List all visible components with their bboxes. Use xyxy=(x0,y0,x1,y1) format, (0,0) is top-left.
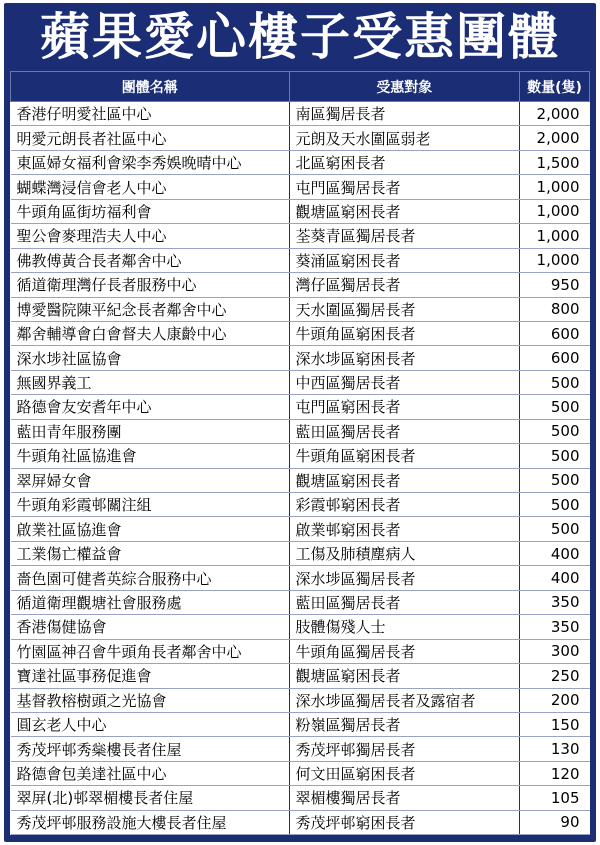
organization-cell: 鄰舍輔導會白會督夫人康齡中心 xyxy=(11,321,290,345)
organization-cell: 循道衛理灣仔長者服務中心 xyxy=(11,273,290,297)
organization-cell: 博愛醫院陳平紀念長者鄰舍中心 xyxy=(11,297,290,321)
quantity-cell: 150 xyxy=(520,712,590,736)
header-organization: 團體名稱 xyxy=(11,72,290,102)
organization-cell: 蝴蝶灣浸信會老人中心 xyxy=(11,175,290,199)
quantity-cell: 105 xyxy=(520,786,590,810)
quantity-cell: 1,000 xyxy=(520,199,590,223)
beneficiary-cell: 中西區獨居長者 xyxy=(289,370,520,394)
table-row xyxy=(11,126,590,150)
table-row xyxy=(11,346,590,370)
organization-cell: 翠屏(北)邨翠楣樓長者住屋 xyxy=(11,786,290,810)
organization-cell: 佛教傅黃合長者鄰舍中心 xyxy=(11,248,290,272)
quantity-cell: 500 xyxy=(520,419,590,443)
organization-cell: 工業傷亡權益會 xyxy=(11,541,290,565)
organization-cell: 藍田青年服務團 xyxy=(11,419,290,443)
organization-cell: 聖公會麥理浩夫人中心 xyxy=(11,224,290,248)
quantity-cell: 500 xyxy=(520,493,590,517)
table-row xyxy=(11,737,590,761)
quantity-cell: 120 xyxy=(520,761,590,785)
quantity-cell: 400 xyxy=(520,566,590,590)
beneficiary-cell: 肢體傷殘人士 xyxy=(289,615,520,639)
beneficiary-cell: 屯門區窮困長者 xyxy=(289,395,520,419)
organization-cell: 圓玄老人中心 xyxy=(11,712,290,736)
organization-cell: 深水埗社區協會 xyxy=(11,346,290,370)
beneficiary-cell: 藍田區獨居長者 xyxy=(289,590,520,614)
table-row xyxy=(11,688,590,712)
table-row xyxy=(11,590,590,614)
quantity-cell: 350 xyxy=(520,590,590,614)
table-row xyxy=(11,712,590,736)
beneficiary-cell: 荃葵青區獨居長者 xyxy=(289,224,520,248)
beneficiary-cell: 秀茂坪邨獨居長者 xyxy=(289,737,520,761)
table-row xyxy=(11,419,590,443)
table-row xyxy=(11,248,590,272)
table-frame xyxy=(4,3,596,842)
table-row xyxy=(11,370,590,394)
table-row xyxy=(11,566,590,590)
table-row xyxy=(11,102,590,126)
table-row xyxy=(11,150,590,174)
beneficiary-cell: 藍田區獨居長者 xyxy=(289,419,520,443)
beneficiary-cell: 南區獨居長者 xyxy=(289,102,520,126)
beneficiary-table xyxy=(10,71,590,835)
organization-cell: 秀茂坪邨服務設施大樓長者住屋 xyxy=(11,810,290,834)
header-beneficiary: 受惠對象 xyxy=(289,72,520,102)
table-header-row xyxy=(11,72,590,102)
organization-cell: 翠屏婦女會 xyxy=(11,468,290,492)
quantity-cell: 350 xyxy=(520,615,590,639)
beneficiary-cell: 灣仔區獨居長者 xyxy=(289,273,520,297)
quantity-cell: 1,000 xyxy=(520,248,590,272)
quantity-cell: 600 xyxy=(520,321,590,345)
quantity-cell: 300 xyxy=(520,639,590,663)
page-title: 蘋果愛心樓子受惠團體 xyxy=(40,8,560,66)
quantity-cell: 250 xyxy=(520,664,590,688)
table-row xyxy=(11,273,590,297)
quantity-cell: 130 xyxy=(520,737,590,761)
beneficiary-cell: 秀茂坪邨窮困長者 xyxy=(289,810,520,834)
beneficiary-cell: 北區窮困長者 xyxy=(289,150,520,174)
table-row xyxy=(11,224,590,248)
quantity-cell: 90 xyxy=(520,810,590,834)
beneficiary-cell: 翠楣樓獨居長者 xyxy=(289,786,520,810)
organization-cell: 香港仔明愛社區中心 xyxy=(11,102,290,126)
table-row xyxy=(11,297,590,321)
quantity-cell: 200 xyxy=(520,688,590,712)
quantity-cell: 2,000 xyxy=(520,102,590,126)
quantity-cell: 800 xyxy=(520,297,590,321)
organization-cell: 牛頭角彩霞邨關注組 xyxy=(11,493,290,517)
table-row xyxy=(11,444,590,468)
quantity-cell: 1,000 xyxy=(520,224,590,248)
beneficiary-cell: 屯門區獨居長者 xyxy=(289,175,520,199)
table-row xyxy=(11,395,590,419)
beneficiary-cell: 彩霞邨窮困長者 xyxy=(289,493,520,517)
table-row xyxy=(11,493,590,517)
table-body xyxy=(11,102,590,835)
table-row xyxy=(11,810,590,834)
beneficiary-cell: 觀塘區窮困長者 xyxy=(289,664,520,688)
beneficiary-cell: 牛頭角區獨居長者 xyxy=(289,639,520,663)
quantity-cell: 500 xyxy=(520,370,590,394)
organization-cell: 明愛元朗長者社區中心 xyxy=(11,126,290,150)
beneficiary-cell: 牛頭角區窮困長者 xyxy=(289,444,520,468)
organization-cell: 秀茂坪邨秀橤樓長者住屋 xyxy=(11,737,290,761)
header-quantity: 數量(隻) xyxy=(520,72,590,102)
organization-cell: 竹園區神召會牛頭角長者鄰舍中心 xyxy=(11,639,290,663)
organization-cell: 牛頭角社區協進會 xyxy=(11,444,290,468)
quantity-cell: 500 xyxy=(520,468,590,492)
table-row xyxy=(11,786,590,810)
beneficiary-cell: 何文田區窮困長者 xyxy=(289,761,520,785)
beneficiary-cell: 深水埗區獨居長者及露宿者 xyxy=(289,688,520,712)
beneficiary-cell: 深水埗區獨居長者 xyxy=(289,566,520,590)
organization-cell: 牛頭角區街坊福利會 xyxy=(11,199,290,223)
table-row xyxy=(11,664,590,688)
beneficiary-cell: 元朗及天水圍區弱老 xyxy=(289,126,520,150)
quantity-cell: 1,000 xyxy=(520,175,590,199)
quantity-cell: 600 xyxy=(520,346,590,370)
beneficiary-cell: 觀塘區窮困長者 xyxy=(289,199,520,223)
organization-cell: 路德會友安耆年中心 xyxy=(11,395,290,419)
table-row xyxy=(11,761,590,785)
beneficiary-cell: 工傷及肺積塵病人 xyxy=(289,541,520,565)
beneficiary-cell: 葵涌區窮困長者 xyxy=(289,248,520,272)
organization-cell: 東區婦女福利會梁李秀娛晚晴中心 xyxy=(11,150,290,174)
beneficiary-cell: 粉嶺區獨居長者 xyxy=(289,712,520,736)
beneficiary-cell: 啟業邨窮困長者 xyxy=(289,517,520,541)
organization-cell: 寶達社區事務促進會 xyxy=(11,664,290,688)
beneficiary-cell: 深水埗區窮困長者 xyxy=(289,346,520,370)
table-row xyxy=(11,615,590,639)
organization-cell: 循道衛理觀塘社會服務處 xyxy=(11,590,290,614)
table-row xyxy=(11,321,590,345)
quantity-cell: 400 xyxy=(520,541,590,565)
beneficiary-cell: 牛頭角區窮困長者 xyxy=(289,321,520,345)
organization-cell: 基督教榕樹頭之光協會 xyxy=(11,688,290,712)
beneficiary-cell: 觀塘區窮困長者 xyxy=(289,468,520,492)
table-row xyxy=(11,639,590,663)
table-row xyxy=(11,175,590,199)
table-row xyxy=(11,541,590,565)
quantity-cell: 950 xyxy=(520,273,590,297)
organization-cell: 香港傷健協會 xyxy=(11,615,290,639)
quantity-cell: 500 xyxy=(520,444,590,468)
quantity-cell: 500 xyxy=(520,517,590,541)
organization-cell: 無國界義工 xyxy=(11,370,290,394)
organization-cell: 路德會包美達社區中心 xyxy=(11,761,290,785)
quantity-cell: 500 xyxy=(520,395,590,419)
organization-cell: 嗇色園可健耆英綜合服務中心 xyxy=(11,566,290,590)
quantity-cell: 2,000 xyxy=(520,126,590,150)
table-row xyxy=(11,517,590,541)
table-row xyxy=(11,468,590,492)
quantity-cell: 1,500 xyxy=(520,150,590,174)
beneficiary-cell: 天水圍區獨居長者 xyxy=(289,297,520,321)
organization-cell: 啟業社區協進會 xyxy=(11,517,290,541)
table-row xyxy=(11,199,590,223)
